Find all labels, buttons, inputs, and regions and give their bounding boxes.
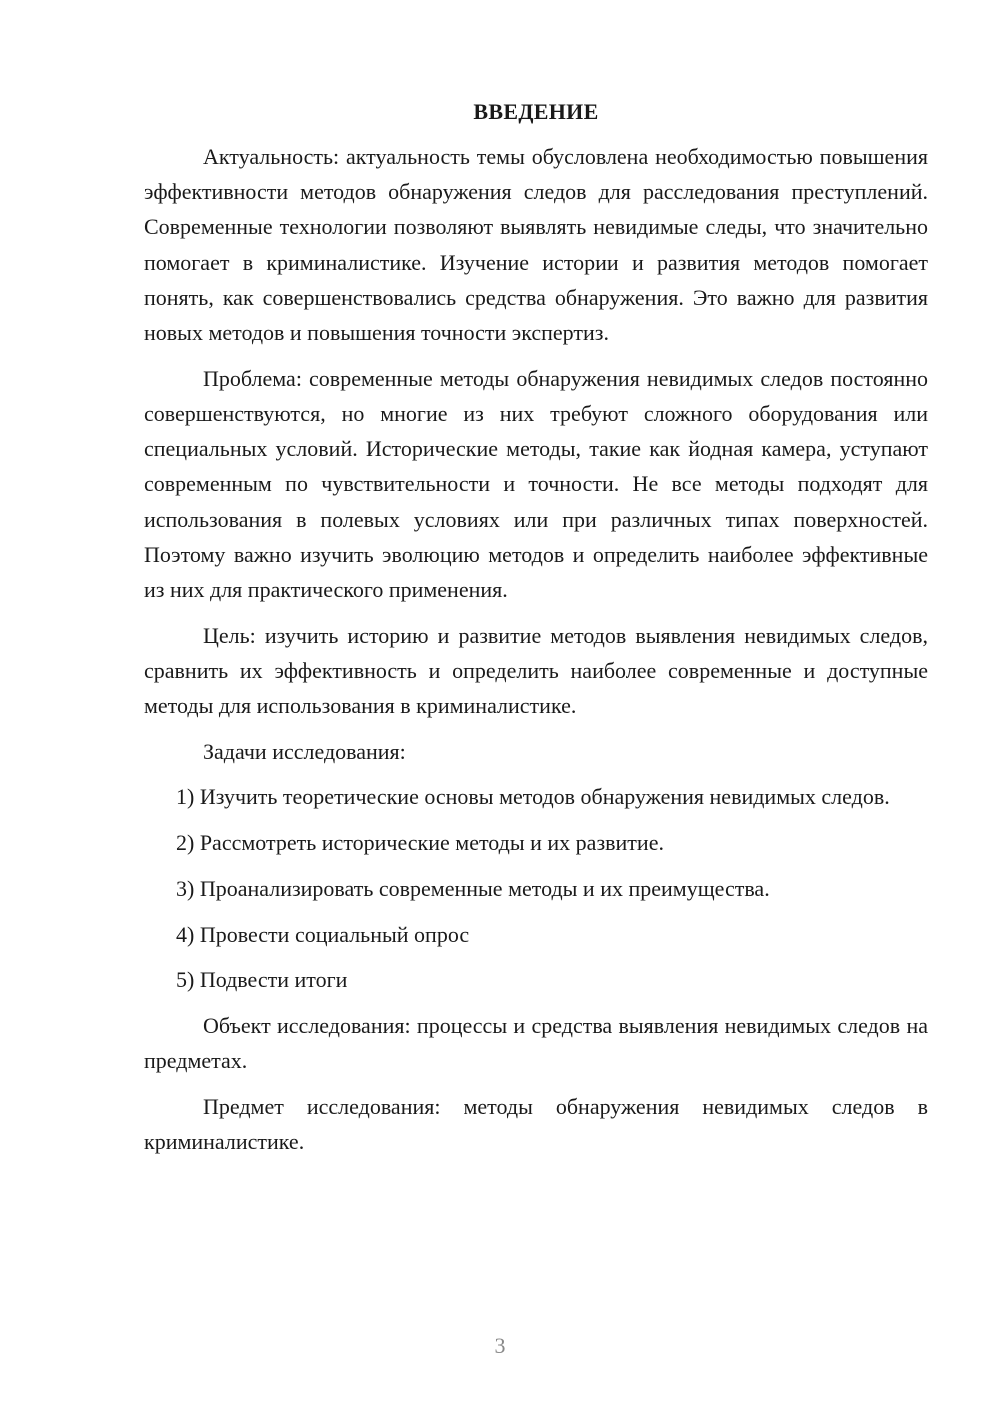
problem-paragraph: Проблема: современные методы обнаружения невидимых следов постоянно совершенствуются, но многие из них требуют сложного оборудования или специальных условий. Исторические методы, такие как йодная камера, уступают современным по чувствительности и точности. Не все методы подходят для использования в полевых условиях или при различных типах поверхностей. Поэтому важно изучить эволюцию методов и определить наиболее эффективные из них для практического применения. xyxy=(144,365,928,602)
task-item-1: 1) Изучить теоретические основы методов обнаружения невидимых следов. xyxy=(176,784,890,810)
task-item-5: 5) Подвести итоги xyxy=(176,967,348,993)
page-number: 3 xyxy=(494,1333,506,1358)
page-content xyxy=(144,94,928,1159)
task-item-3: 3) Проанализировать современные методы и их преимущества. xyxy=(176,875,770,901)
subject-paragraph: Предмет исследования: методы обнаружения невидимых следов в криминалистике. xyxy=(144,1093,928,1155)
task-item-2: 2) Рассмотреть исторические методы и их развитие. xyxy=(176,830,664,856)
relevance-paragraph: Актуальность: актуальность темы обусловлена необходимостью повышения эффективности методов обнаружения следов для расследования преступлений. Современные технологии позволяют выявлять невидимые следы, что значительно помогает в криминалистике. Изучение истории и развития методов помогает понять, как совершенствовались средства обнаружения. Это важно для развития новых методов и повышения точности экспертиз. xyxy=(144,144,928,346)
tasks-heading: Задачи исследования: xyxy=(203,738,406,764)
object-paragraph: Объект исследования: процессы и средства выявления невидимых следов на предметах. xyxy=(144,1012,928,1074)
task-item-4: 4) Провести социальный опрос xyxy=(176,921,470,947)
page-title: ВВЕДЕНИЕ xyxy=(473,99,599,124)
goal-paragraph: Цель: изучить историю и развитие методов выявления невидимых следов, сравнить их эффективность и определить наиболее современные и доступные методы для использования в криминалистике. xyxy=(144,622,928,719)
